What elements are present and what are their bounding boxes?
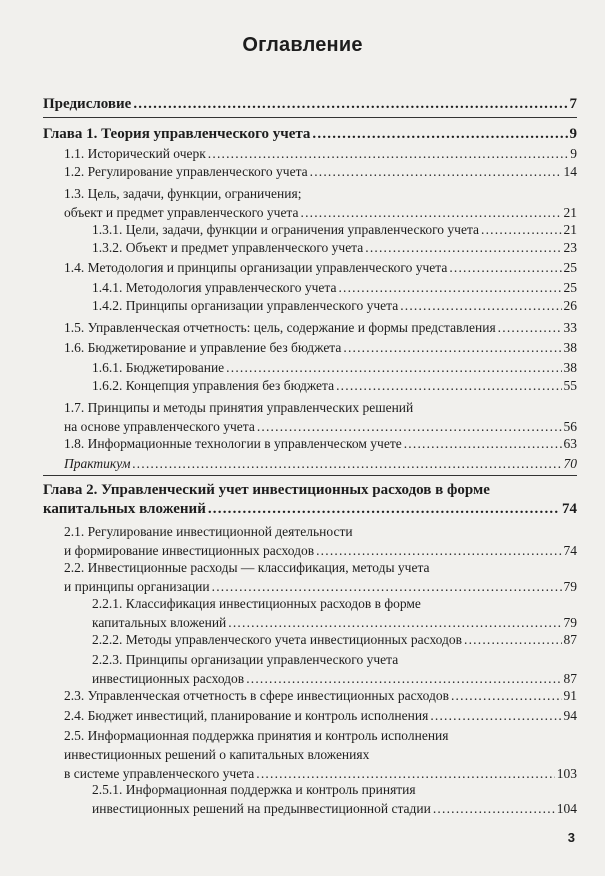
dot-leader	[301, 205, 562, 221]
dot-leader	[498, 320, 562, 336]
toc-page-number: 55	[563, 378, 577, 393]
toc-page-number: 23	[563, 240, 577, 255]
toc-entry[interactable]	[64, 146, 577, 162]
dot-leader	[208, 501, 560, 518]
toc-page-number: 63	[563, 436, 577, 451]
toc-entry-text: и формирование инвестиционных расходов	[64, 543, 315, 558]
toc-entry-text: 2.2.3. Принципы организации управленческого учета	[92, 652, 399, 667]
toc-page-number: 70	[563, 456, 577, 471]
dot-leader	[246, 671, 561, 687]
toc-page-number: 38	[563, 360, 577, 375]
section-divider	[43, 475, 577, 476]
toc-page-number: 104	[556, 801, 577, 816]
toc-entry[interactable]	[64, 456, 577, 472]
toc-entry[interactable]	[92, 240, 577, 256]
toc-entry-text: капитальных вложений	[43, 501, 206, 517]
dot-leader	[256, 766, 554, 782]
toc-entry[interactable]	[64, 766, 577, 782]
toc-entry-text: инвестиционных расходов	[92, 671, 245, 686]
toc-entry[interactable]	[64, 543, 577, 559]
toc-entry-text: 1.4.1. Методология управленческого учета	[92, 280, 337, 295]
toc-entry-text: 1.6.2. Концепция управления без бюджета	[92, 378, 335, 393]
dot-leader	[316, 543, 561, 559]
dot-leader	[404, 436, 562, 452]
toc-entry[interactable]	[64, 340, 577, 356]
toc-entry-text: 2.5. Информационная поддержка принятия и контроль исполнения	[64, 728, 449, 743]
toc-entry-text: 1.6. Бюджетирование и управление без бюджета	[64, 340, 342, 355]
toc-entry[interactable]	[92, 222, 577, 238]
toc-entry-text: 1.7. Принципы и методы принятия управленческих решений	[64, 400, 414, 415]
toc-page-number: 9	[570, 146, 577, 161]
toc-entry-text: на основе управленческого учета	[64, 419, 255, 434]
toc-entry-text: инвестиционных решений о капитальных вложениях	[64, 747, 370, 762]
toc-entry-text: 1.3.2. Объект и предмет управленческого учета	[92, 240, 364, 255]
toc-page-number: 103	[556, 766, 577, 781]
toc-entry[interactable]	[64, 205, 577, 221]
dot-leader	[338, 280, 561, 296]
dot-leader	[133, 96, 567, 113]
toc-page-number: 26	[563, 298, 577, 313]
toc-entry[interactable]	[92, 671, 577, 687]
toc-page-number: 79	[563, 615, 577, 630]
page-title: Оглавление	[242, 34, 363, 56]
toc-entry-text: 1.4.2. Принципы организации управленческого учета	[92, 298, 399, 313]
dot-leader	[481, 222, 561, 238]
toc-entry[interactable]	[64, 708, 577, 724]
page-number: 3	[567, 830, 575, 845]
dot-leader	[208, 146, 568, 162]
toc-entry-text: Глава 1. Теория управленческого учета	[43, 126, 311, 142]
toc-entry-text: объект и предмет управленческого учета	[64, 205, 299, 220]
toc-entry[interactable]	[43, 501, 577, 518]
toc-page-number: 74	[562, 501, 577, 517]
dot-leader	[343, 340, 561, 356]
toc-page-number: 87	[563, 671, 577, 686]
toc-entry-text: 1.1. Исторический очерк	[64, 146, 206, 161]
toc-entry[interactable]	[92, 360, 577, 376]
toc-entry-text: капитальных вложений	[92, 615, 227, 630]
dot-leader	[228, 615, 561, 631]
toc-entry-text: 1.5. Управленческая отчетность: цель, содержание и формы представления	[64, 320, 496, 335]
toc-entry[interactable]	[64, 579, 577, 595]
toc-entry[interactable]	[64, 419, 577, 435]
toc-page-number: 14	[563, 164, 577, 179]
toc-entry-text: 2.2. Инвестиционные расходы — классификация, методы учета	[64, 560, 430, 575]
toc-entry[interactable]	[92, 801, 577, 817]
toc-entry[interactable]	[92, 280, 577, 296]
toc-entry-text: 1.8. Информационные технологии в управленческом учете	[64, 436, 402, 451]
dot-leader	[212, 579, 562, 595]
toc-page-number: 7	[569, 96, 577, 112]
toc-entry[interactable]	[43, 96, 577, 113]
toc-entry-text: 2.5.1. Информационная поддержка и контроль принятия	[92, 782, 416, 797]
toc-entry-text: 2.1. Регулирование инвестиционной деятельности	[64, 524, 353, 539]
toc-page-number: 56	[563, 419, 577, 434]
toc-page-number: 21	[563, 222, 577, 237]
toc-page-number: 74	[563, 543, 577, 558]
toc-page-number: 21	[563, 205, 577, 220]
toc-page-number: 25	[563, 260, 577, 275]
toc-entry-text: 2.2.2. Методы управленческого учета инвестиционных расходов	[92, 632, 463, 647]
toc-entry[interactable]	[64, 260, 577, 276]
toc-entry[interactable]	[92, 378, 577, 394]
toc-entry-text: 1.4. Методология и принципы организации управленческого учета	[64, 260, 448, 275]
toc-entry[interactable]	[92, 632, 577, 648]
toc-entry-text: 1.6.1. Бюджетирование	[92, 360, 225, 375]
dot-leader	[449, 260, 561, 276]
section-divider	[43, 117, 577, 118]
toc-entry[interactable]	[64, 436, 577, 452]
toc-entry-text: инвестиционных решений на предынвестиционной стадии	[92, 801, 431, 816]
toc-entry-text: 1.3. Цель, задачи, функции, ограничения;	[64, 186, 302, 201]
dot-leader	[365, 240, 561, 256]
toc-entry[interactable]	[92, 615, 577, 631]
toc-entry[interactable]	[64, 688, 577, 704]
toc-entry-text: Предисловие	[43, 96, 132, 112]
toc-page-number: 87	[563, 632, 577, 647]
dot-leader	[132, 456, 561, 472]
toc-entry[interactable]	[92, 298, 577, 314]
dot-leader	[257, 419, 562, 435]
toc-page-number: 33	[563, 320, 577, 335]
dot-leader	[312, 126, 567, 143]
dot-leader	[400, 298, 561, 314]
dot-leader	[451, 688, 562, 704]
toc-entry-text: 2.3. Управленческая отчетность в сфере инвестиционных расходов	[64, 688, 449, 703]
dot-leader	[336, 378, 561, 394]
toc-entry[interactable]	[64, 164, 577, 180]
toc-entry[interactable]	[64, 320, 577, 336]
toc-entry-text: 2.2.1. Классификация инвестиционных расходов в форме	[92, 596, 421, 611]
dot-leader	[433, 801, 555, 817]
toc-entry-text: 1.2. Регулирование управленческого учета	[64, 164, 308, 179]
toc-entry-text: Практикум	[64, 456, 131, 471]
toc-entry-text: в системе управленческого учета	[64, 766, 255, 781]
toc-page-number: 9	[569, 126, 577, 142]
toc-entry-text: и принципы организации	[64, 579, 210, 594]
toc-page-number: 79	[563, 579, 577, 594]
toc-entry-text: 1.3.1. Цели, задачи, функции и ограничения управленческого учета	[92, 222, 480, 237]
toc-entry-text: Глава 2. Управленческий учет инвестиционных расходов в форме	[43, 482, 490, 498]
dot-leader	[430, 708, 561, 724]
toc-page-number: 94	[563, 708, 577, 723]
dot-leader	[464, 632, 561, 648]
toc-page-number: 25	[563, 280, 577, 295]
toc-entry-text: 2.4. Бюджет инвестиций, планирование и контроль исполнения	[64, 708, 429, 723]
dot-leader	[310, 164, 562, 180]
dot-leader	[226, 360, 561, 376]
toc-entry[interactable]	[43, 126, 577, 143]
toc-page-number: 91	[563, 688, 577, 703]
toc-page-number: 38	[563, 340, 577, 355]
